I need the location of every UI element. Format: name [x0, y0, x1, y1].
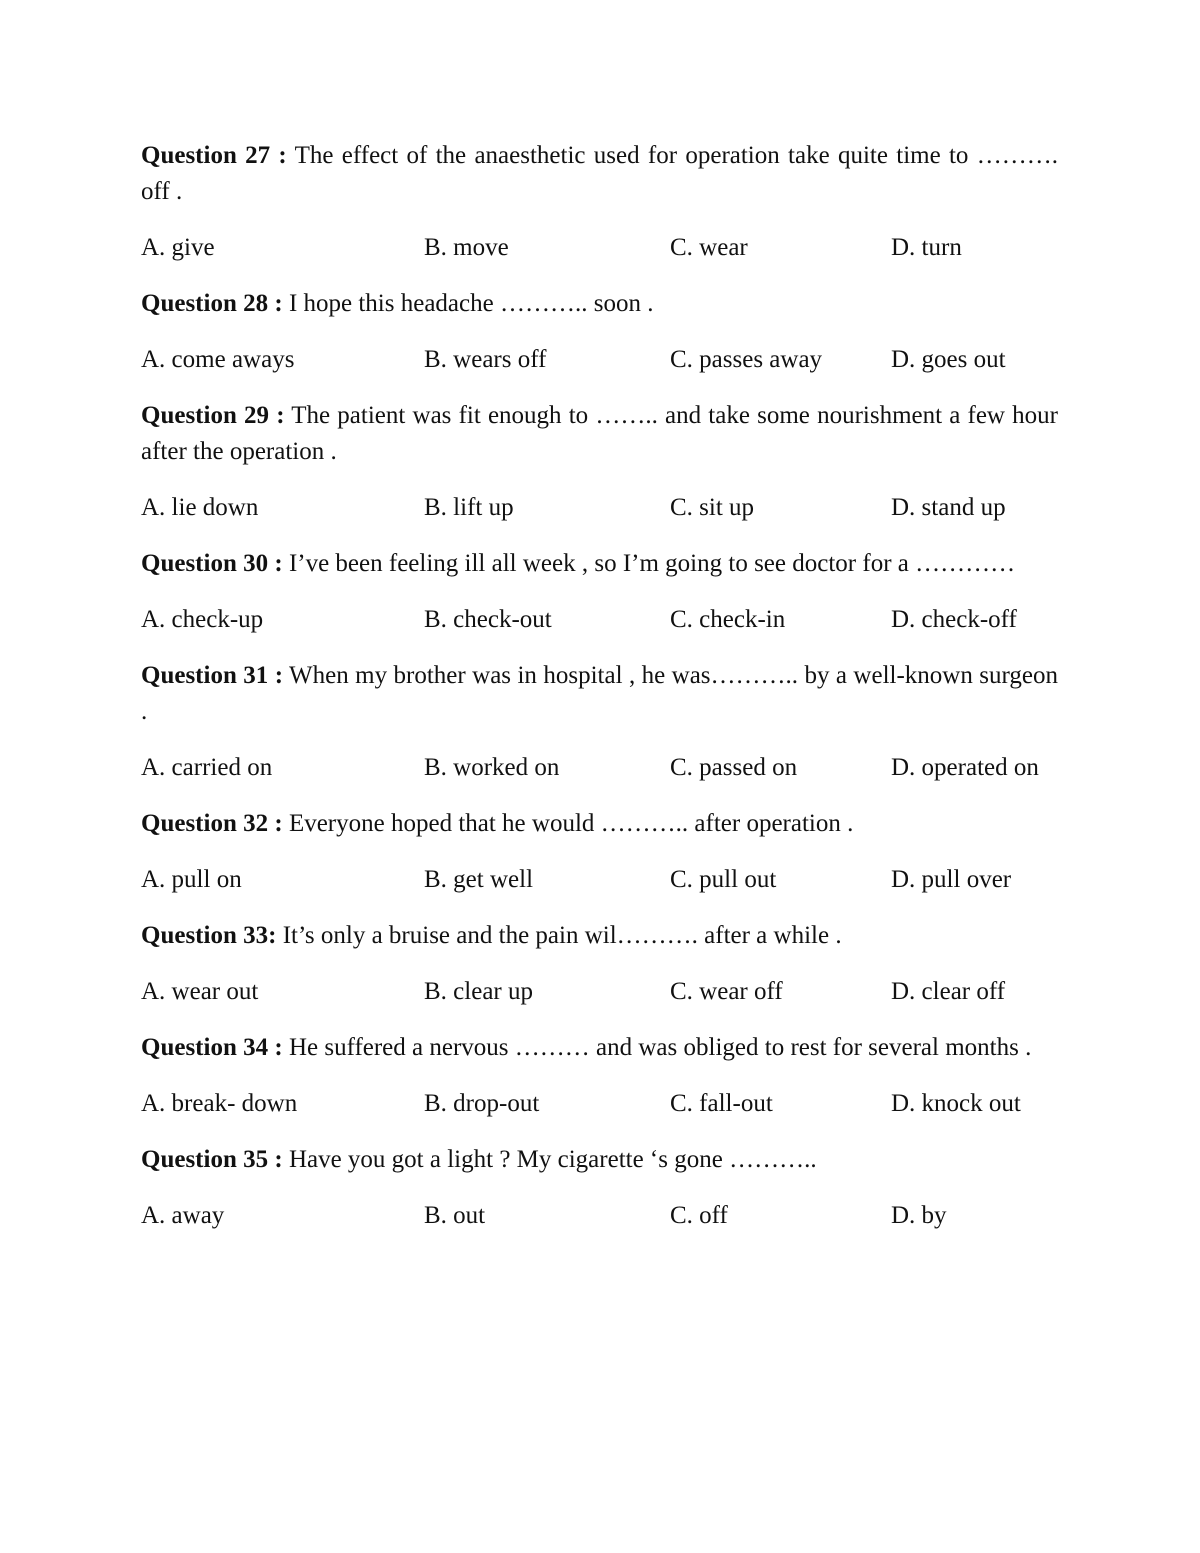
question-stem — [141, 546, 1058, 582]
option-b: B. worked on — [424, 754, 560, 781]
question-30 — [141, 546, 1058, 638]
question-stem — [141, 658, 1058, 730]
option-a: A. away — [141, 1202, 225, 1229]
question-label: Question 27 : — [141, 142, 287, 169]
option-d: D. clear off — [891, 978, 1006, 1005]
question-stem — [141, 918, 1058, 954]
question-label: Question 35 : — [141, 1146, 283, 1173]
option-a: A. lie down — [141, 494, 259, 521]
option-c: C. fall-out — [670, 1090, 773, 1117]
option-a: A. give — [141, 234, 215, 261]
option-a: A. carried on — [141, 754, 273, 781]
option-b: B. check-out — [424, 606, 552, 633]
question-text: The patient was fit enough to …….. and take some nourishment a few hour after the operation . — [141, 402, 1058, 465]
question-label: Question 28 : — [141, 290, 283, 317]
option-a: A. pull on — [141, 866, 242, 893]
option-d: D. check-off — [891, 606, 1017, 633]
option-c: C. check-in — [670, 606, 786, 633]
question-stem — [141, 1030, 1058, 1066]
question-stem — [141, 286, 1058, 322]
option-a: A. wear out — [141, 978, 259, 1005]
question-32 — [141, 806, 1058, 898]
question-label: Question 31 : — [141, 662, 284, 689]
option-d: D. by — [891, 1202, 947, 1229]
question-text: I hope this headache ……….. soon . — [288, 290, 654, 317]
document-page — [141, 138, 1058, 1254]
answer-options — [141, 230, 1058, 266]
question-34 — [141, 1030, 1058, 1122]
question-text: Everyone hoped that he would ……….. after operation . — [288, 810, 854, 837]
question-35 — [141, 1142, 1058, 1234]
question-text: Have you got a light ? My cigarette ‘s gone ……….. — [288, 1146, 817, 1173]
option-c: C. passes away — [670, 346, 823, 373]
question-label: Question 34 : — [141, 1034, 283, 1061]
option-b: B. drop-out — [424, 1090, 540, 1117]
question-28 — [141, 286, 1058, 378]
answer-options — [141, 1198, 1058, 1234]
option-d: D. turn — [891, 234, 962, 261]
question-label: Question 29 : — [141, 402, 285, 429]
answer-options — [141, 602, 1058, 638]
option-b: B. wears off — [424, 346, 547, 373]
answer-options — [141, 1086, 1058, 1122]
option-c: C. pull out — [670, 866, 777, 893]
option-d: D. knock out — [891, 1090, 1021, 1117]
option-c: C. off — [670, 1202, 728, 1229]
question-33 — [141, 918, 1058, 1010]
question-label: Question 33: — [141, 922, 277, 949]
option-b: B. out — [424, 1202, 486, 1229]
question-text: I’ve been feeling ill all week , so I’m going to see doctor for a ………… — [288, 550, 1016, 577]
option-b: B. get well — [424, 866, 534, 893]
question-text: He suffered a nervous ……… and was obliged to rest for several months . — [288, 1034, 1032, 1061]
option-c: C. wear — [670, 234, 748, 261]
question-stem — [141, 1142, 1058, 1178]
question-27 — [141, 138, 1058, 266]
option-a: A. check-up — [141, 606, 264, 633]
question-stem — [141, 398, 1058, 470]
option-b: B. move — [424, 234, 509, 261]
answer-options — [141, 342, 1058, 378]
question-text: It’s only a bruise and the pain wil………. after a while . — [282, 922, 842, 949]
option-d: D. goes out — [891, 346, 1006, 373]
question-text: When my brother was in hospital , he was……….. by a well-known surgeon . — [141, 662, 1058, 725]
option-c: C. sit up — [670, 494, 755, 521]
answer-options — [141, 750, 1058, 786]
option-a: A. break- down — [141, 1090, 298, 1117]
option-a: A. come aways — [141, 346, 295, 373]
question-label: Question 32 : — [141, 810, 283, 837]
answer-options — [141, 490, 1058, 526]
answer-options — [141, 974, 1058, 1010]
option-c: C. passed on — [670, 754, 798, 781]
option-c: C. wear off — [670, 978, 783, 1005]
question-label: Question 30 : — [141, 550, 283, 577]
question-stem — [141, 138, 1058, 210]
question-29 — [141, 398, 1058, 526]
question-text: The effect of the anaesthetic used for operation take quite time to ………. off . — [141, 142, 1058, 205]
answer-options — [141, 862, 1058, 898]
option-b: B. clear up — [424, 978, 533, 1005]
option-d: D. operated on — [891, 754, 1039, 781]
question-stem — [141, 806, 1058, 842]
question-31 — [141, 658, 1058, 786]
option-b: B. lift up — [424, 494, 514, 521]
option-d: D. stand up — [891, 494, 1006, 521]
option-d: D. pull over — [891, 866, 1012, 893]
